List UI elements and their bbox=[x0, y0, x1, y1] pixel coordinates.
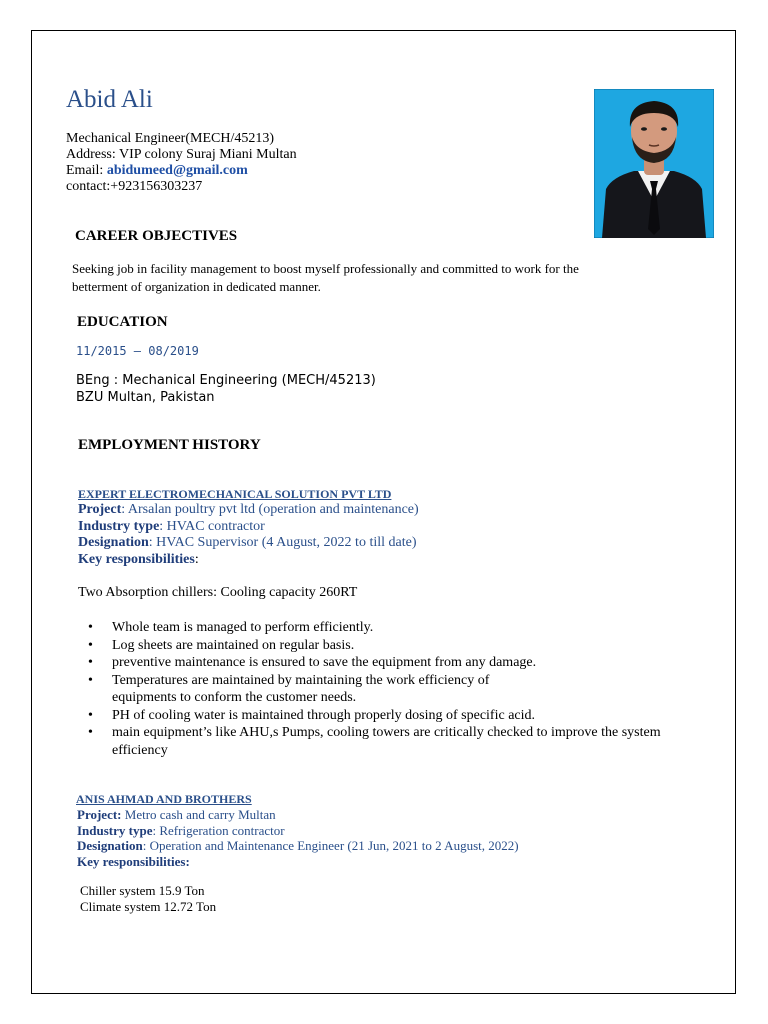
email-line bbox=[66, 163, 297, 179]
career-objectives-line-1: Seeking job in facility management to boost myself professionally and committed to work for the bbox=[72, 261, 579, 276]
education-degree: BEng : Mechanical Engineering (MECH/45213) bbox=[76, 373, 376, 388]
list-item bbox=[88, 707, 708, 725]
bullet-icon: • bbox=[88, 620, 93, 635]
list-item-text: Log sheets are maintained on regular basis. bbox=[112, 637, 355, 653]
job2-industry-value: : Refrigeration contractor bbox=[152, 822, 285, 838]
job2-designation-label: Designation bbox=[77, 838, 143, 853]
bullet-icon: • bbox=[88, 725, 93, 740]
job1-designation-value: : HVAC Supervisor (4 August, 2022 to till date) bbox=[148, 535, 417, 550]
contact-line: contact:+923156303237 bbox=[66, 179, 203, 194]
bullet-icon: • bbox=[88, 672, 93, 688]
job1-responsibilities-colon: : bbox=[194, 551, 199, 567]
education-details bbox=[76, 372, 376, 406]
job2-project bbox=[77, 807, 519, 823]
job1-designation bbox=[78, 535, 419, 552]
job2-project-value: Metro cash and carry Multan bbox=[121, 807, 276, 822]
job1-industry-label: Industry type bbox=[78, 518, 160, 534]
job2-designation-value: : Operation and Maintenance Engineer (21 Jun, 2021 to 2 August, 2022) bbox=[142, 838, 519, 853]
list-item-text: Whole team is managed to perform efficiently. bbox=[112, 620, 374, 635]
career-objectives-text bbox=[72, 260, 579, 296]
job1-project bbox=[78, 502, 419, 519]
list-item-text: main equipment’s like AHU,s Pumps, cooling towers are critically checked to improve the system efficiency bbox=[112, 725, 661, 758]
job1-details bbox=[78, 502, 419, 568]
address-line: Address: VIP colony Suraj Miani Multan bbox=[66, 147, 297, 162]
candidate-name: Abid Ali bbox=[66, 86, 153, 113]
job2-industry-label: Industry type bbox=[77, 822, 153, 838]
list-item bbox=[88, 672, 522, 707]
list-item-text: preventive maintenance is ensured to save the equipment from any damage. bbox=[112, 655, 537, 670]
list-item-text: Temperatures are maintained by maintaining the work efficiency of equipments to conform the customer needs. bbox=[112, 672, 490, 705]
job2-responsibilities bbox=[77, 854, 519, 870]
job1-designation-label: Designation bbox=[78, 535, 149, 550]
job2-item-climate: Climate system 12.72 Ton bbox=[80, 898, 217, 914]
job1-bullet-list bbox=[88, 619, 708, 759]
bullet-icon: • bbox=[88, 637, 93, 653]
job1-company: EXPERT ELECTROMECHANICAL SOLUTION PVT LTD bbox=[78, 487, 392, 501]
list-item bbox=[88, 637, 708, 655]
job1-industry-value: : HVAC contractor bbox=[159, 518, 265, 534]
education-school: BZU Multan, Pakistan bbox=[76, 390, 215, 405]
profile-photo bbox=[594, 89, 714, 238]
job1-responsibilities-label: Key responsibilities bbox=[78, 551, 195, 567]
job2-details bbox=[77, 807, 519, 869]
job1-project-label: Project bbox=[78, 502, 122, 517]
education-heading: EDUCATION bbox=[77, 314, 168, 330]
job2-equipment-list bbox=[80, 883, 216, 914]
job2-item-chiller: Chiller system 15.9 Ton bbox=[80, 883, 205, 898]
contact-block bbox=[66, 131, 297, 195]
employment-history-heading: EMPLOYMENT HISTORY bbox=[78, 437, 261, 453]
job2-responsibilities-label: Key responsibilities: bbox=[77, 853, 190, 869]
job1-project-value: : Arsalan poultry pvt ltd (operation and maintenance) bbox=[121, 502, 419, 517]
bullet-icon: • bbox=[88, 707, 93, 723]
list-item bbox=[88, 619, 708, 637]
list-item-text: PH of cooling water is maintained through properly dosing of specific acid. bbox=[112, 707, 536, 723]
job2-designation bbox=[77, 838, 519, 854]
career-objectives-heading: CAREER OBJECTIVES bbox=[75, 228, 238, 244]
email-label: Email: bbox=[66, 163, 107, 178]
education-dates: 11/2015 – 08/2019 bbox=[76, 344, 199, 358]
list-item bbox=[88, 654, 708, 672]
email-link[interactable]: abidumeed@gmail.com bbox=[106, 163, 248, 178]
list-item bbox=[88, 724, 702, 759]
job2-project-label: Project: bbox=[77, 807, 122, 822]
job1-industry bbox=[78, 519, 419, 536]
bullet-icon: • bbox=[88, 655, 93, 670]
career-objectives-line-2: betterment of organization in dedicated manner. bbox=[72, 279, 321, 294]
job1-summary: Two Absorption chillers: Cooling capacity 260RT bbox=[78, 585, 358, 600]
job2-company: ANIS AHMAD AND BROTHERS bbox=[76, 792, 252, 806]
job2-industry bbox=[77, 823, 519, 839]
job1-responsibilities bbox=[78, 552, 419, 569]
professional-title: Mechanical Engineer(MECH/45213) bbox=[66, 131, 274, 146]
